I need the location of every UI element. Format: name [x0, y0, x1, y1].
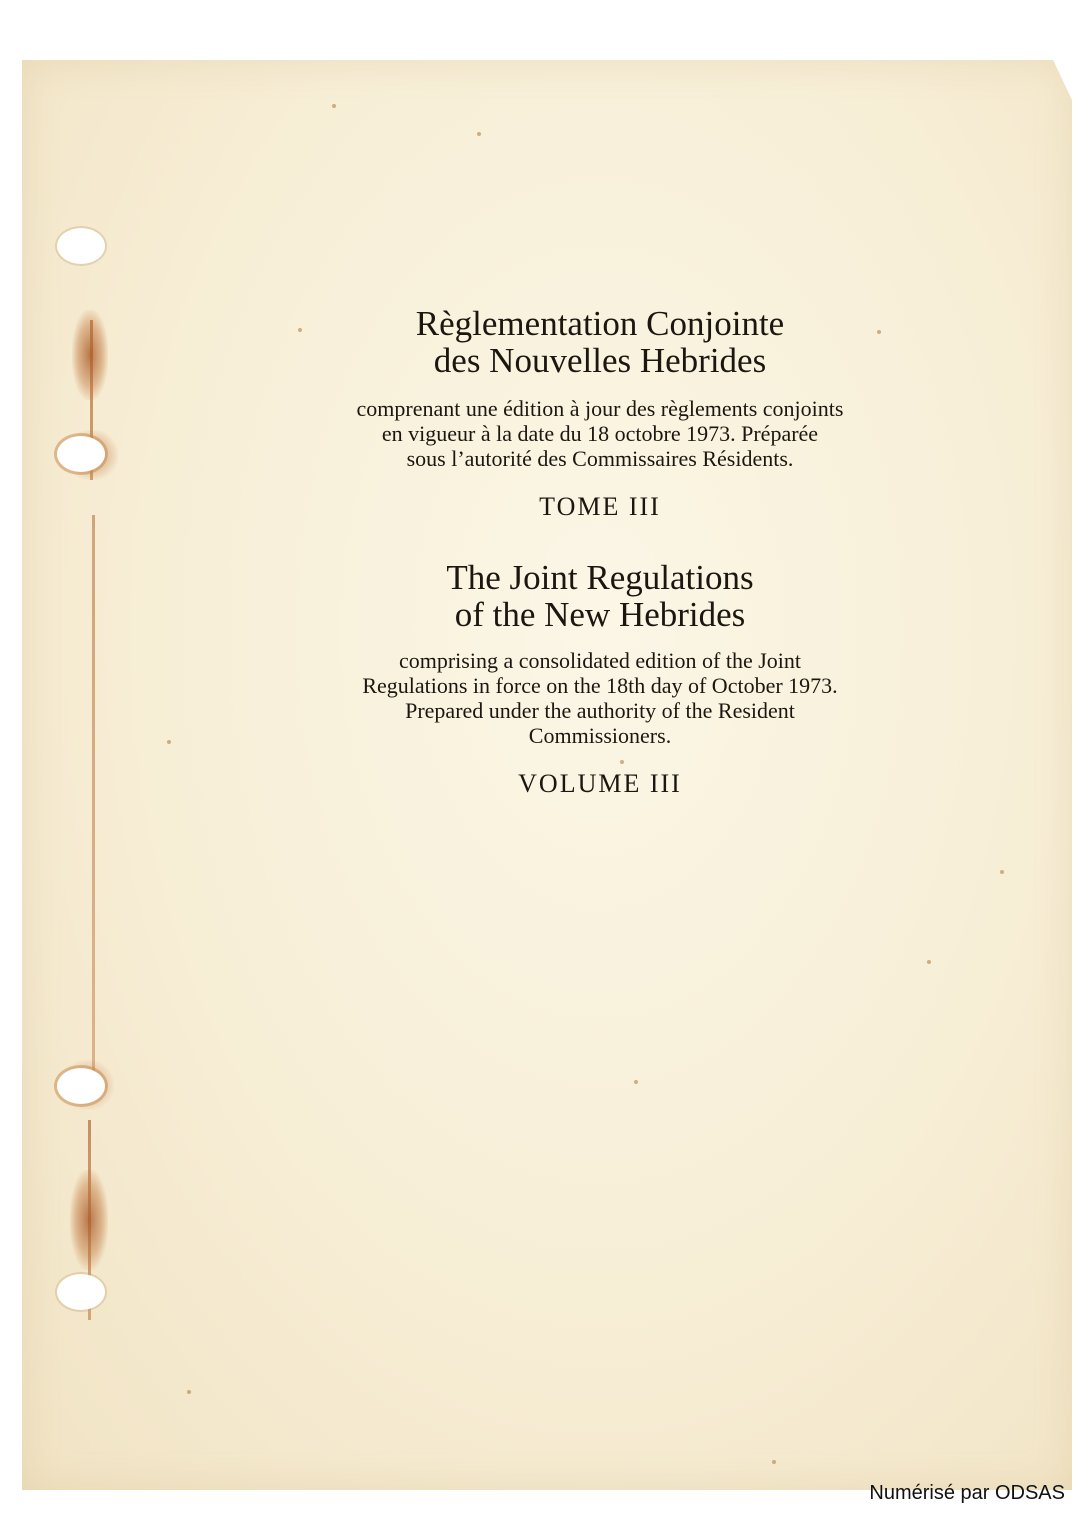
punch-hole — [57, 228, 105, 264]
french-subtitle — [280, 396, 920, 471]
english-subtitle-line: comprising a consolidated edition of the Joint — [398, 648, 802, 673]
foxing-speck — [1000, 870, 1004, 874]
french-title-line: Règlementation Conjointe — [415, 304, 785, 343]
english-title-line: The Joint Regulations — [446, 558, 754, 597]
english-title — [280, 559, 920, 633]
digitization-credit: Numérisé par ODSAS — [869, 1482, 1065, 1504]
english-subtitle-line: Prepared under the authority of the Resident — [405, 698, 795, 723]
foxing-speck — [187, 1390, 191, 1394]
english-subtitle — [280, 648, 920, 748]
english-subtitle-line: Commissioners. — [528, 723, 672, 748]
rust-stain — [70, 1170, 108, 1270]
rust-binding-line — [92, 515, 95, 1095]
volume-label: VOLUME III — [518, 769, 682, 798]
punch-hole — [57, 1068, 105, 1104]
rust-stain — [72, 310, 108, 400]
foxing-speck — [772, 1460, 776, 1464]
foxing-speck — [927, 960, 931, 964]
foxing-speck — [167, 740, 171, 744]
foxing-speck — [620, 760, 624, 764]
foxing-speck — [477, 132, 481, 136]
punch-hole — [57, 1274, 105, 1310]
english-subtitle-line: Regulations in force on the 18th day of October 1973. — [362, 673, 838, 698]
french-title-line: des Nouvelles Hebrides — [433, 341, 767, 380]
french-title — [280, 305, 920, 379]
french-subtitle-line: sous l’autorité des Commissaires Résidents. — [406, 446, 794, 471]
foxing-speck — [634, 1080, 638, 1084]
french-subtitle-line: comprenant une édition à jour des règlements conjoints — [356, 396, 844, 421]
english-title-line: of the New Hebrides — [454, 595, 746, 634]
tome-label: TOME III — [539, 492, 661, 521]
french-subtitle-line: en vigueur à la date du 18 octobre 1973. Préparée — [381, 421, 819, 446]
foxing-speck — [332, 104, 336, 108]
punch-hole — [57, 436, 105, 472]
